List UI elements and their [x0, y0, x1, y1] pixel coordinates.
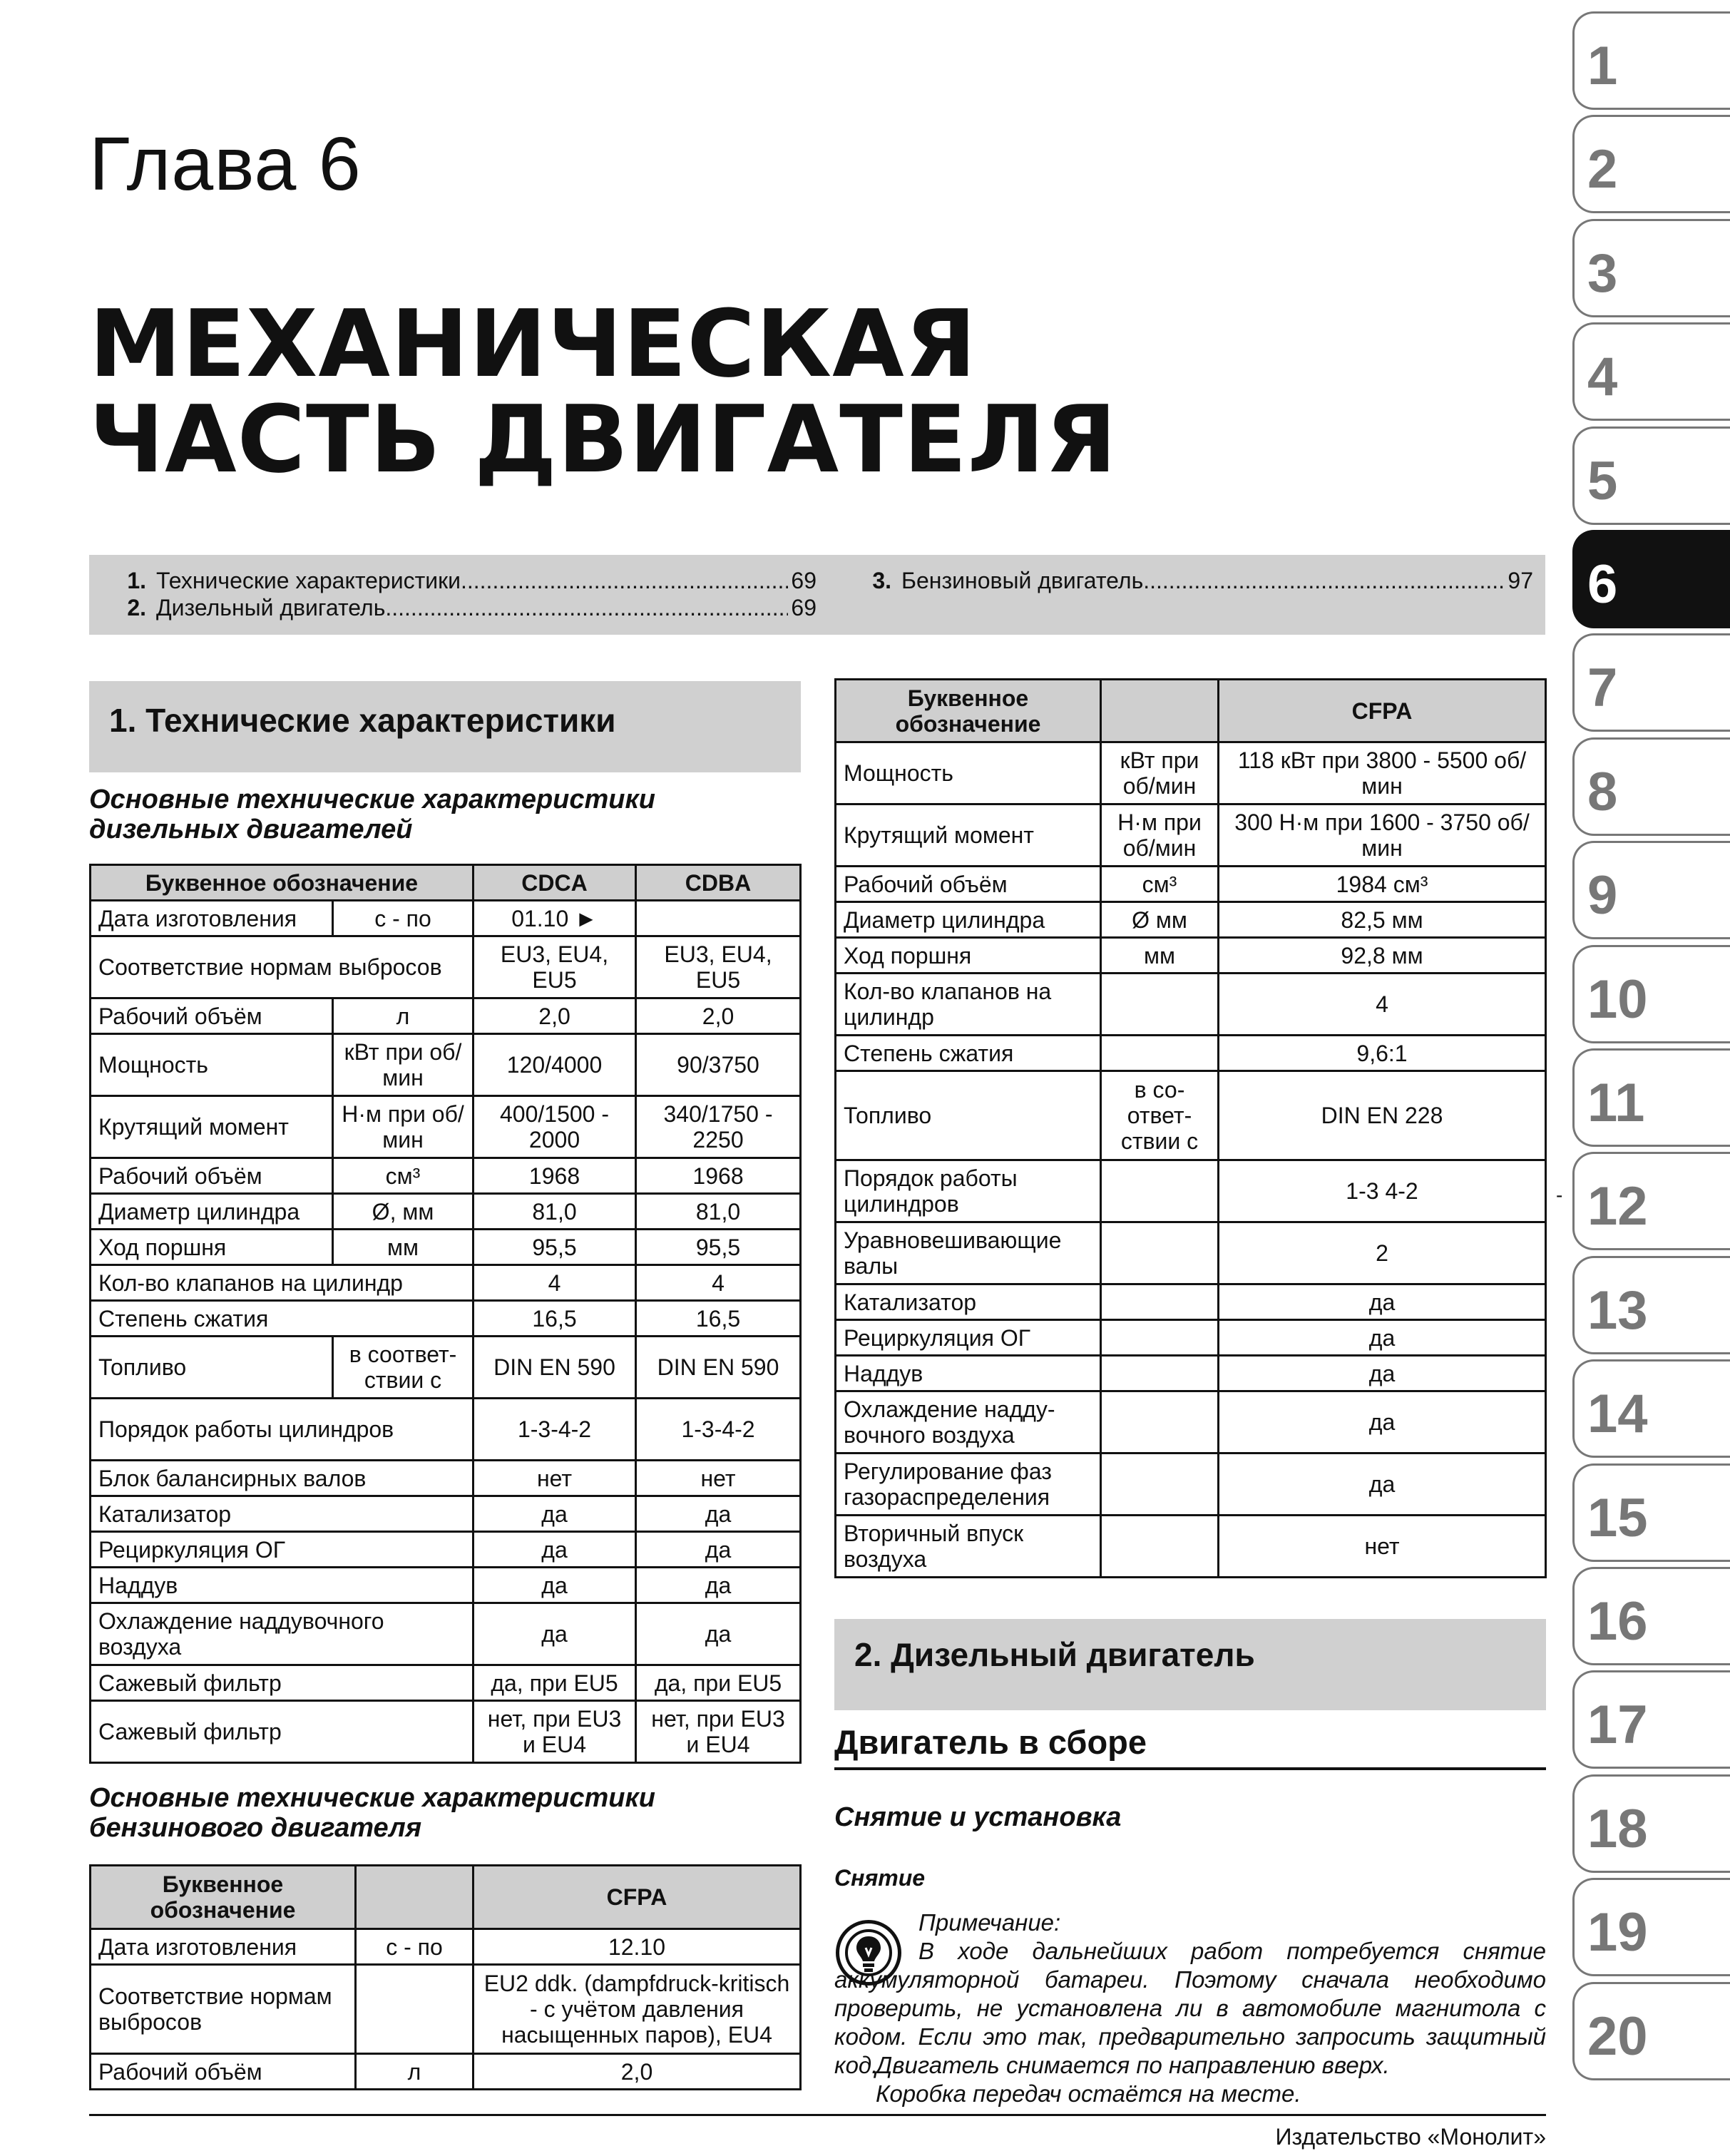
param-name: Кол-во клапанов на цилиндр [91, 1265, 474, 1301]
value-cell: да [1219, 1356, 1546, 1391]
param-name: Сажевый фильтр [91, 1665, 474, 1701]
publisher: Издательство «Монолит» [1275, 2124, 1546, 2150]
toc-item-1[interactable]: 1. Технические характеристики ..... 69 [103, 568, 817, 594]
chapter-tab-8[interactable] [1572, 737, 1730, 836]
value-cell: 16,5 [474, 1301, 636, 1337]
chapter-tab-label: 12 [1587, 1176, 1648, 1237]
table-row [91, 1461, 801, 1496]
chapter-tab-label: 9 [1587, 865, 1618, 926]
unit-cell: в соответ-ствии с [333, 1337, 474, 1399]
table-header-row [836, 680, 1546, 742]
heading-rule [834, 1767, 1546, 1770]
chapter-tab-2[interactable] [1572, 115, 1730, 213]
table-row [836, 938, 1546, 974]
chapter-title-line1: МЕХАНИЧЕСКАЯ [89, 290, 977, 398]
table-row [836, 1356, 1546, 1391]
table-row [91, 1701, 801, 1763]
header-designation: Буквенное обозначение [91, 865, 474, 901]
unit-cell: в со-ответ-ствии с [1101, 1071, 1219, 1160]
param-name: Сажевый фильтр [91, 1701, 474, 1763]
table-row [836, 1453, 1546, 1516]
value-cell: да [636, 1603, 801, 1665]
table-header-row [91, 865, 801, 901]
table-row [836, 974, 1546, 1036]
chapter-tab-label: 8 [1587, 761, 1618, 822]
chapter-tab-label: 17 [1587, 1695, 1648, 1756]
table-header-row [91, 1866, 801, 1929]
value-cell: да [1219, 1284, 1546, 1320]
param-name: Мощность [91, 1034, 333, 1096]
param-name: Соответствие нормам выбросов [91, 936, 474, 998]
table-row [91, 1929, 801, 1965]
chapter-tab-label: 14 [1587, 1384, 1648, 1445]
table-row [836, 742, 1546, 804]
chapter-tab-label: 5 [1587, 450, 1618, 511]
chapter-tab-10[interactable] [1572, 945, 1730, 1043]
param-name: Катализатор [91, 1496, 474, 1532]
param-name: Топливо [91, 1337, 333, 1399]
toc-item-3[interactable]: 3. Бензиновый двигатель ..... 97 [849, 568, 1533, 594]
param-name: Топливо [836, 1071, 1101, 1160]
table-row [836, 867, 1546, 902]
chapter-tab-label: 13 [1587, 1279, 1648, 1341]
unit-cell [1101, 1320, 1219, 1356]
table-row [836, 1320, 1546, 1356]
table-row [91, 1965, 801, 2054]
value-cell: 9,6:1 [1219, 1036, 1546, 1071]
param-name: Дата изготовления [91, 1929, 356, 1965]
param-name: Охлаждение наддувочного воздуха [91, 1603, 474, 1665]
table-row [836, 1284, 1546, 1320]
header-unit [356, 1866, 474, 1929]
table-row [91, 936, 801, 998]
petrol-heading: Основные технические характеристики бензинового двигателя [89, 1783, 655, 1843]
param-name: Рабочий объём [91, 998, 333, 1034]
unit-cell [1101, 1284, 1219, 1320]
chapter-tab-label: 19 [1587, 1902, 1648, 1963]
table-row [91, 1096, 801, 1158]
chapter-tab-label: 3 [1587, 242, 1618, 304]
unit-cell [1101, 1160, 1219, 1222]
table-row [91, 2054, 801, 2090]
param-name: Блок балансирных валов [91, 1461, 474, 1496]
table-row [91, 1399, 801, 1461]
header-cfpa: CFPA [474, 1866, 801, 1929]
table-row [91, 1034, 801, 1096]
table-row [836, 1071, 1546, 1160]
value-cell: DIN EN 228 [1219, 1071, 1546, 1160]
param-name: Вторичный впуск воздуха [836, 1516, 1101, 1578]
unit-cell: Н·м при об/мин [1101, 804, 1219, 867]
param-name: Крутящий момент [836, 804, 1101, 867]
section2-heading: 2. Дизельный двигатель [834, 1619, 1546, 1710]
table-row [91, 1603, 801, 1665]
value-cell: 2,0 [474, 998, 636, 1034]
header-unit [1101, 680, 1219, 742]
unit-cell [1101, 1222, 1219, 1284]
unit-cell: с - по [333, 901, 474, 936]
param-name: Рециркуляция ОГ [836, 1320, 1101, 1356]
param-name: Дата изготовления [91, 901, 333, 936]
unit-cell: мм [1101, 938, 1219, 974]
chapter-tab-17[interactable] [1572, 1670, 1730, 1769]
unit-cell [1101, 1036, 1219, 1071]
petrol-spec-table-continued [834, 678, 1547, 1578]
param-name: Рабочий объём [836, 867, 1101, 902]
value-cell: 1-3 4-2 [1219, 1160, 1546, 1222]
chapter-tab-13[interactable] [1572, 1256, 1730, 1354]
unit-cell [1101, 1356, 1219, 1391]
chapter-tab-15[interactable] [1572, 1463, 1730, 1562]
table-row [91, 1265, 801, 1301]
unit-cell: Ø, мм [333, 1194, 474, 1230]
value-cell: DIN EN 590 [474, 1337, 636, 1399]
chapter-tab-12[interactable] [1572, 1152, 1730, 1250]
table-row [91, 1532, 801, 1568]
chapter-title [89, 290, 1117, 494]
chapter-tab-label: 7 [1587, 658, 1618, 719]
chapter-tab-1[interactable] [1572, 11, 1730, 110]
unit-cell: мм [333, 1230, 474, 1265]
table-row [91, 1158, 801, 1194]
chapter-tab-18[interactable] [1572, 1774, 1730, 1873]
param-name: Охлаждение надду-вочного воздуха [836, 1391, 1101, 1453]
table-row [91, 1301, 801, 1337]
param-name: Степень сжатия [91, 1301, 474, 1337]
table-row [836, 1222, 1546, 1284]
value-cell: EU3, EU4, EU5 [636, 936, 801, 998]
header-cdba: CDBA [636, 865, 801, 901]
value-cell: 2,0 [636, 998, 801, 1034]
value-cell: 4 [474, 1265, 636, 1301]
unit-cell: кВт при об/мин [1101, 742, 1219, 804]
header-designation: Буквенное обозначение [836, 680, 1101, 742]
table-row [91, 998, 801, 1034]
note-label: Примечание: [918, 1909, 1061, 1936]
param-name: Рециркуляция ОГ [91, 1532, 474, 1568]
chapter-tab-5[interactable] [1572, 426, 1730, 525]
unit-cell: л [333, 998, 474, 1034]
value-cell: да [1219, 1320, 1546, 1356]
chapter-tab-4[interactable] [1572, 322, 1730, 421]
diesel-spec-table [89, 864, 802, 1764]
unit-cell: Н·м при об/мин [333, 1096, 474, 1158]
removal-install-heading: Снятие и установка [834, 1802, 1122, 1832]
value-cell: 4 [1219, 974, 1546, 1036]
value-cell: да [474, 1568, 636, 1603]
param-name: Крутящий момент [91, 1096, 333, 1158]
chapter-tab-label: 16 [1587, 1591, 1648, 1652]
unit-cell: см³ [1101, 867, 1219, 902]
param-name: Кол-во клапанов на цилиндр [836, 974, 1101, 1036]
chapter-tab-16[interactable] [1572, 1567, 1730, 1665]
value-cell: 1968 [474, 1158, 636, 1194]
table-row [836, 804, 1546, 867]
value-cell: да [1219, 1453, 1546, 1516]
value-cell: да [636, 1496, 801, 1532]
value-cell: да [474, 1603, 636, 1665]
value-cell: нет [474, 1461, 636, 1496]
value-cell: 81,0 [636, 1194, 801, 1230]
param-name: Порядок работы цилиндров [836, 1160, 1101, 1222]
table-of-contents [89, 555, 1545, 635]
value-cell: да [474, 1496, 636, 1532]
paragraph-2: Коробка передач остаётся на месте. [876, 2080, 1301, 2107]
chapter-tab-19[interactable] [1572, 1878, 1730, 1976]
unit-cell [1101, 1516, 1219, 1578]
petrol-spec-table [89, 1864, 802, 2090]
param-name: Наддув [836, 1356, 1101, 1391]
unit-cell [356, 1965, 474, 2054]
table-row [91, 1665, 801, 1701]
chapter-tab-3[interactable] [1572, 219, 1730, 317]
value-cell: да [636, 1532, 801, 1568]
header-designation: Буквенное обозначение [91, 1866, 356, 1929]
header-cdca: CDCA [474, 865, 636, 901]
chapter-tab-label: 11 [1587, 1073, 1645, 1133]
param-name: Ход поршня [91, 1230, 333, 1265]
unit-cell: см³ [333, 1158, 474, 1194]
unit-cell: л [356, 2054, 474, 2090]
value-cell: EU3, EU4, EU5 [474, 936, 636, 998]
paragraph-1: Двигатель снимается по направлению вверх. [876, 2052, 1390, 2078]
param-name: Рабочий объём [91, 1158, 333, 1194]
chapter-tab-6[interactable] [1572, 530, 1730, 628]
param-name: Порядок работы цилиндров [91, 1399, 474, 1461]
table-row [91, 1230, 801, 1265]
value-cell: 1968 [636, 1158, 801, 1194]
param-name: Ход поршня [836, 938, 1101, 974]
value-cell: да [636, 1568, 801, 1603]
value-cell: 400/1500 - 2000 [474, 1096, 636, 1158]
value-cell: 1-3-4-2 [474, 1399, 636, 1461]
param-name: Соответствие нормам выбросов [91, 1965, 356, 2054]
param-name: Мощность [836, 742, 1101, 804]
table-row [91, 1568, 801, 1603]
table-row [91, 1496, 801, 1532]
value-cell: 120/4000 [474, 1034, 636, 1096]
table-row [836, 902, 1546, 938]
stray-mark: - [1556, 1184, 1563, 1206]
value-cell: нет, при EU3 и EU4 [636, 1701, 801, 1763]
chapter-tab-label: 20 [1587, 2006, 1648, 2067]
param-name: Диаметр цилиндра [836, 902, 1101, 938]
value-cell: 81,0 [474, 1194, 636, 1230]
value-cell [636, 901, 801, 936]
value-cell: 16,5 [636, 1301, 801, 1337]
assembly-heading: Двигатель в сборе [834, 1723, 1147, 1761]
value-cell: 4 [636, 1265, 801, 1301]
value-cell: 95,5 [474, 1230, 636, 1265]
chapter-tab-label: 18 [1587, 1798, 1648, 1859]
value-cell: DIN EN 590 [636, 1337, 801, 1399]
diesel-heading: Основные технические характеристики дизельных двигателей [89, 785, 655, 844]
value-cell: 92,8 мм [1219, 938, 1546, 974]
chapter-tab-9[interactable] [1572, 841, 1730, 939]
chapter-tab-label: 4 [1587, 347, 1618, 408]
value-cell: 1-3-4-2 [636, 1399, 801, 1461]
value-cell: нет [1219, 1516, 1546, 1578]
value-cell: 90/3750 [636, 1034, 801, 1096]
unit-cell: кВт при об/мин [333, 1034, 474, 1096]
param-name: Рабочий объём [91, 2054, 356, 2090]
value-cell: 2 [1219, 1222, 1546, 1284]
table-row [836, 1160, 1546, 1222]
chapter-tab-label: 10 [1587, 969, 1648, 1030]
chapter-tab-7[interactable] [1572, 633, 1730, 732]
toc-item-2[interactable]: 2. Дизельный двигатель ..... 69 [103, 595, 817, 621]
chapter-title-line2: ЧАСТЬ ДВИГАТЕЛЯ [89, 385, 1117, 494]
param-name: Катализатор [836, 1284, 1101, 1320]
chapter-tab-label: 1 [1587, 36, 1618, 96]
value-cell: да, при EU5 [474, 1665, 636, 1701]
header-cfpa: CFPA [1219, 680, 1546, 742]
table-row [91, 1194, 801, 1230]
section1-heading: 1. Технические характеристики [89, 681, 801, 772]
value-cell: 118 кВт при 3800 - 5500 об/мин [1219, 742, 1546, 804]
chapter-tab-label: 15 [1587, 1487, 1648, 1548]
chapter-label: Глава 6 [89, 122, 362, 206]
value-cell: нет, при EU3 и EU4 [474, 1701, 636, 1763]
value-cell: да, при EU5 [636, 1665, 801, 1701]
chapter-tab-11[interactable] [1572, 1048, 1730, 1147]
value-cell: 300 Н·м при 1600 - 3750 об/мин [1219, 804, 1546, 867]
table-row [91, 901, 801, 936]
value-cell: 340/1750 - 2250 [636, 1096, 801, 1158]
value-cell: нет [636, 1461, 801, 1496]
table-row [836, 1036, 1546, 1071]
unit-cell: с - по [356, 1929, 474, 1965]
footer-rule [89, 2114, 1546, 2116]
unit-cell: Ø мм [1101, 902, 1219, 938]
param-name: Регулирование фаз газораспределения [836, 1453, 1101, 1516]
table-row [836, 1516, 1546, 1578]
param-name: Степень сжатия [836, 1036, 1101, 1071]
value-cell: 01.10 ► [474, 901, 636, 936]
param-name: Наддув [91, 1568, 474, 1603]
unit-cell [1101, 1453, 1219, 1516]
unit-cell [1101, 974, 1219, 1036]
param-name: Уравновешивающие валы [836, 1222, 1101, 1284]
value-cell: 82,5 мм [1219, 902, 1546, 938]
removal-heading: Снятие [834, 1865, 926, 1891]
value-cell: 95,5 [636, 1230, 801, 1265]
value-cell: да [1219, 1391, 1546, 1453]
chapter-tab-label: 2 [1587, 139, 1618, 200]
chapter-tab-label: 6 [1587, 554, 1618, 615]
note-text: В ходе дальнейших работ потребуется снятие аккумуляторной батареи. Поэтому сначала необходимо проверить, не установлена ли в автомобиле магнитола с кодом. Если это так, предварительно запросить защитный код. [834, 1938, 1546, 2078]
table-row [836, 1391, 1546, 1453]
value-cell: 12.10 [474, 1929, 801, 1965]
value-cell: 2,0 [474, 2054, 801, 2090]
chapter-tab-20[interactable] [1572, 1982, 1730, 2080]
param-name: Диаметр цилиндра [91, 1194, 333, 1230]
table-row [91, 1337, 801, 1399]
value-cell: 1984 см³ [1219, 867, 1546, 902]
unit-cell [1101, 1391, 1219, 1453]
value-cell: EU2 ddk. (dampfdruck-kritisch - с учётом давления насыщенных паров), EU4 [474, 1965, 801, 2054]
value-cell: да [474, 1532, 636, 1568]
chapter-tab-14[interactable] [1572, 1359, 1730, 1458]
